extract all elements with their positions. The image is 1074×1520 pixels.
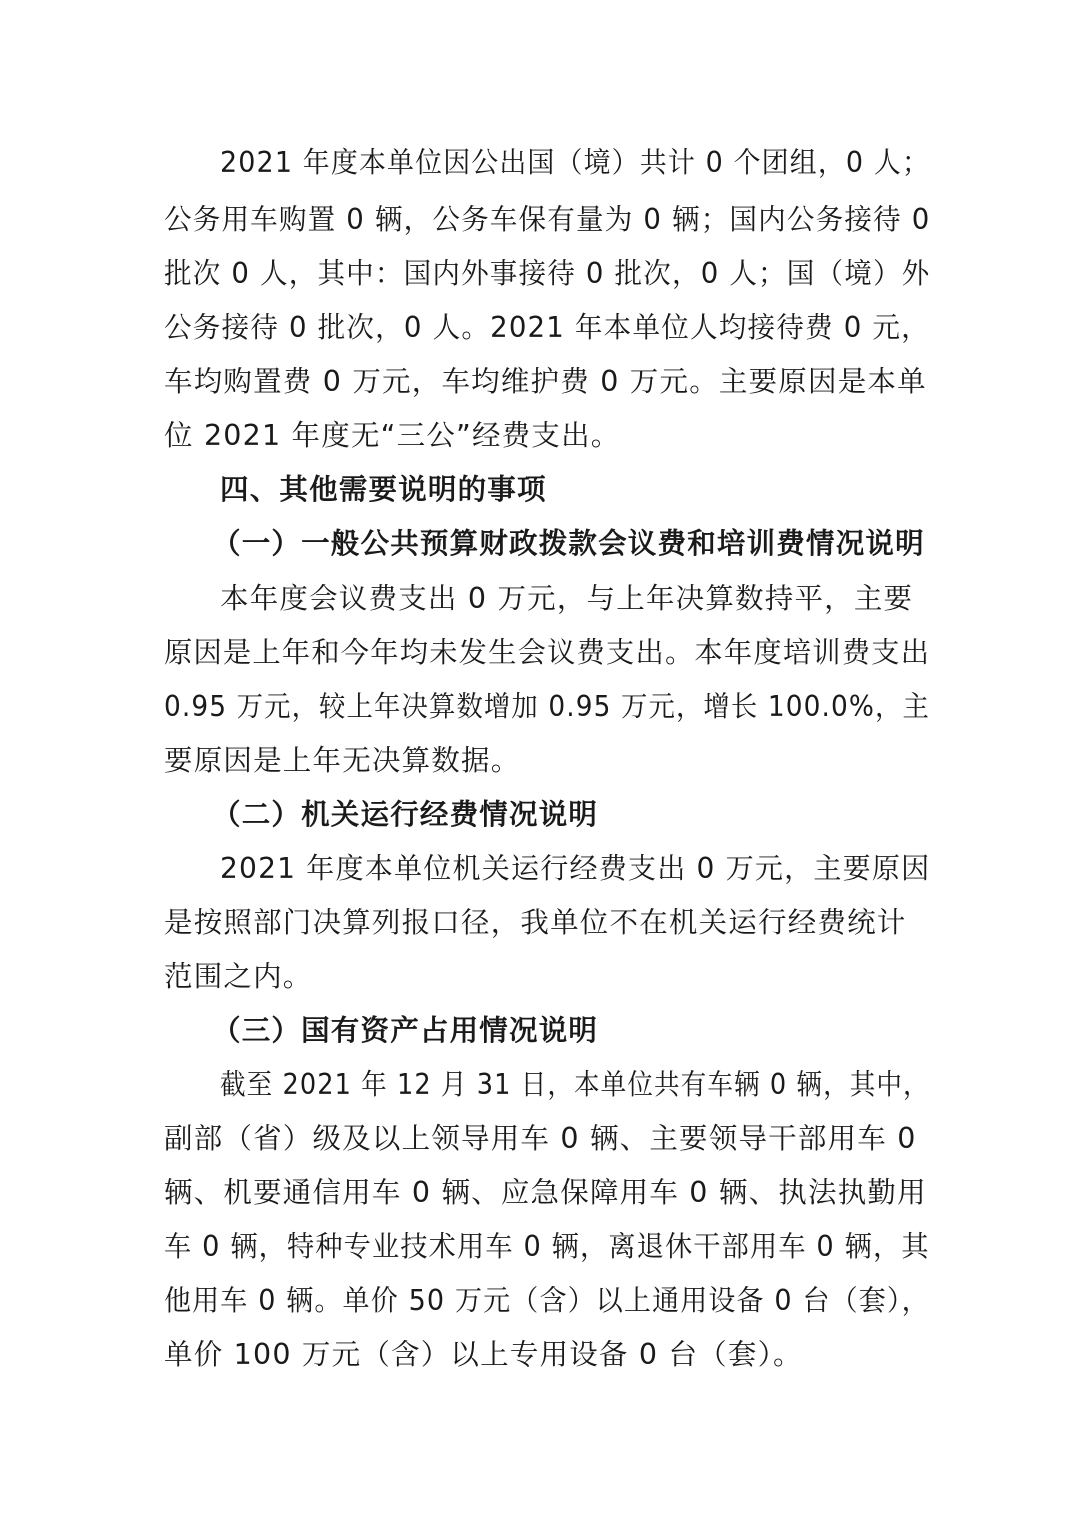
- text-line: 2021 年度本单位机关运行经费支出 0 万元，主要原因: [220, 852, 931, 885]
- text-line: 公务接待 0 批次，0 人。2021 年本单位人均接待费 0 元，: [164, 311, 930, 344]
- subsection-heading: （二）机关运行经费情况说明: [212, 798, 599, 831]
- text-line: 要原因是上年无决算数据。: [164, 744, 521, 777]
- text-line: 副部（省）级及以上领导用车 0 辆、主要领导干部用车 0: [164, 1122, 917, 1155]
- text-line: 0.95 万元，较上年决算数增加 0.95 万元，增长 100.0%，主: [164, 690, 931, 723]
- text-line: 原因是上年和今年均未发生会议费支出。本年度培训费支出: [164, 636, 931, 669]
- subsection-heading: （三）国有资产占用情况说明: [212, 1014, 599, 1047]
- subsection-heading: （一）一般公共预算财政拨款会议费和培训费情况说明: [212, 527, 925, 560]
- text-line: 范围之内。: [164, 960, 313, 993]
- text-line: 辆、机要通信用车 0 辆、应急保障用车 0 辆、执法执勤用: [164, 1176, 927, 1209]
- text-line: 批次 0 人，其中：国内外事接待 0 批次，0 人；国（境）外: [164, 257, 931, 290]
- text-line: 单价 100 万元（含）以上专用设备 0 台（套）。: [164, 1338, 803, 1371]
- text-line: 截至 2021 年 12 月 31 日，本单位共有车辆 0 辆，其中，: [220, 1068, 930, 1101]
- text-line: 2021 年度本单位因公出国（境）共计 0 个团组，0 人；: [220, 146, 931, 179]
- section-heading: 四、其他需要说明的事项: [220, 473, 547, 506]
- text-line: 位 2021 年度无“三公”经费支出。: [164, 419, 621, 452]
- text-line: 是按照部门决算列报口径，我单位不在机关运行经费统计: [164, 906, 907, 939]
- text-line: 公务用车购置 0 辆，公务车保有量为 0 辆；国内公务接待 0: [164, 203, 931, 236]
- text-line: 车均购置费 0 万元，车均维护费 0 万元。主要原因是本单: [164, 365, 927, 398]
- text-line: 本年度会议费支出 0 万元，与上年决算数持平，主要: [220, 582, 914, 615]
- text-line: 车 0 辆，特种专业技术用车 0 辆，离退休干部用车 0 辆，其: [164, 1230, 930, 1263]
- text-line: 他用车 0 辆。单价 50 万元（含）以上通用设备 0 台（套），: [164, 1284, 930, 1317]
